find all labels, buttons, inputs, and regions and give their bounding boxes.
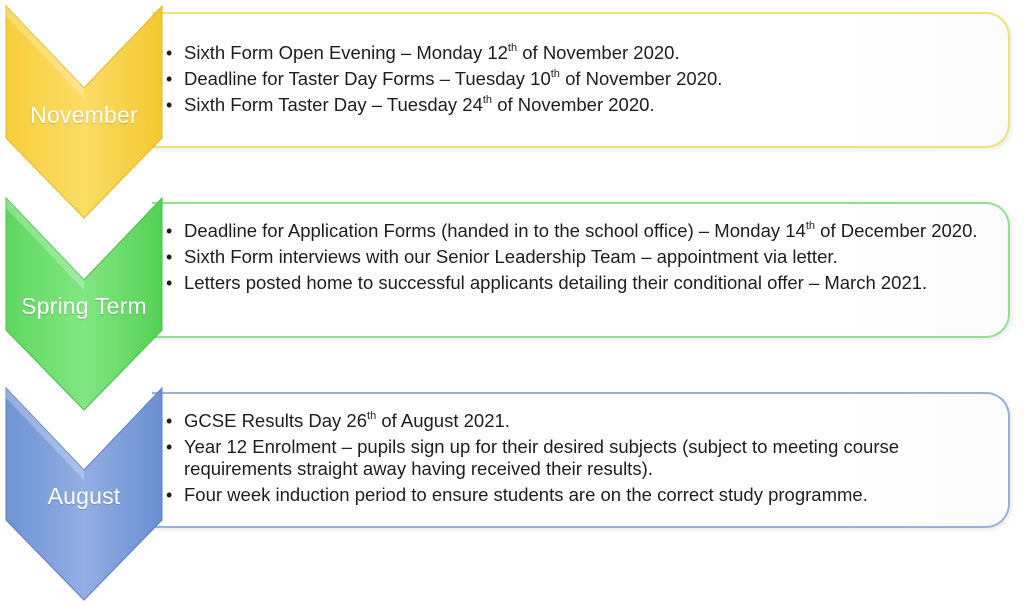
list-item: • GCSE Results Day 26th of August 2021.: [166, 410, 988, 432]
august-list: [166, 410, 988, 506]
spring-term-box: [152, 202, 1010, 338]
spring-term-label: Spring Term: [21, 293, 147, 319]
spring-term-list: [166, 220, 988, 294]
november-list: [166, 42, 988, 116]
list-item: • Sixth Form Open Evening – Monday 12th of November 2020.: [166, 42, 988, 64]
november-label: November: [30, 102, 138, 128]
august-box: [152, 392, 1010, 528]
list-item: • Deadline for Application Forms (handed in to the school office) – Monday 14th of December 2020.: [166, 220, 988, 242]
list-item: • Deadline for Taster Day Forms – Tuesday 10th of November 2020.: [166, 68, 988, 90]
list-item: • Year 12 Enrolment – pupils sign up for their desired subjects (subject to meeting course requirements straight away having received their results).: [166, 436, 988, 480]
november-box: [152, 12, 1010, 148]
list-item: • Sixth Form interviews with our Senior Leadership Team – appointment via letter.: [166, 246, 988, 268]
list-item: • Sixth Form Taster Day – Tuesday 24th of November 2020.: [166, 94, 988, 116]
august-label: August: [47, 483, 121, 509]
list-item: • Four week induction period to ensure students are on the correct study programme.: [166, 484, 988, 506]
list-item: • Letters posted home to successful applicants detailing their conditional offer – March 2021.: [166, 272, 988, 294]
